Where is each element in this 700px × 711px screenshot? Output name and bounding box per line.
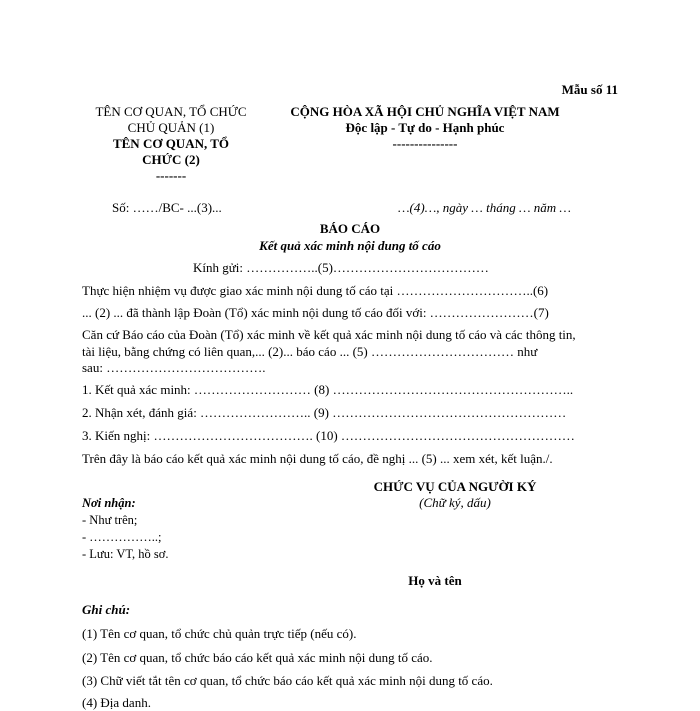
body-paragraph-3-line-3: sau: ……………………………….	[82, 360, 266, 375]
right-header	[270, 104, 580, 152]
document-title: BÁO CÁO	[319, 221, 381, 236]
item-recommendation: 3. Kiến nghị: ………………………………. (10) ………………………………………………	[82, 428, 575, 443]
left-header-divider: -------	[155, 168, 187, 183]
item-verification-result: 1. Kết quả xác minh: ……………………… (8) ………………………………………………..	[82, 382, 574, 397]
agency-name: TÊN CƠ QUAN, TỔ	[112, 136, 230, 151]
document-number: Số: ……/BC- ...(3)...	[112, 200, 222, 215]
body-paragraph-1: Thực hiện nhiệm vụ được giao xác minh nội dung tố cáo tại …………………………..(6)	[82, 283, 549, 298]
closing-paragraph: Trên đây là báo cáo kết quả xác minh nội dung tố cáo, đề nghị ... (5) ... xem xét, kết luận./.	[82, 451, 553, 466]
left-header	[82, 104, 260, 184]
item-assessment: 2. Nhận xét, đánh giá: …………………….. (9) ………………………………………………	[82, 405, 567, 420]
body-paragraph-2: ... (2) ... đã thành lập Đoàn (Tổ) xác minh nội dung tố cáo đối với: ……………………(7)	[82, 305, 549, 320]
country-name: CỘNG HÒA XÃ HỘI CHỦ NGHĨA VIỆT NAM	[290, 104, 560, 119]
notes-heading: Ghi chú:	[82, 602, 131, 617]
note-item: (2) Tên cơ quan, tổ chức báo cáo kết quả xác minh nội dung tố cáo.	[82, 650, 433, 665]
recipient-line: Kính gửi: ……………..(5)………………………………	[193, 260, 489, 275]
body-paragraph-3-line-2: tài liệu, bằng chứng có liên quan,... (2)... báo cáo ... (5) …………………………… như	[82, 344, 538, 359]
note-item: (3) Chữ viết tắt tên cơ quan, tổ chức báo cáo kết quả xác minh nội dung tố cáo.	[82, 673, 493, 688]
form-number: Mẫu số 11	[561, 82, 618, 97]
parent-agency-name: TÊN CƠ QUAN, TỔ CHỨC	[95, 104, 247, 119]
agency-name-cont: CHỨC (2)	[142, 152, 200, 167]
place-date: …(4)…, ngày … tháng … năm …	[398, 200, 571, 215]
signer-name: Họ và tên	[408, 573, 462, 588]
recipients-block	[82, 495, 169, 563]
note-item: (4) Địa danh.	[82, 695, 151, 710]
recipient-item: - Như trên;	[82, 513, 138, 527]
document-subtitle: Kết quả xác minh nội dung tố cáo	[259, 238, 441, 253]
body-paragraph-3-line-1: Căn cứ Báo cáo của Đoàn (Tổ) xác minh về kết quả xác minh nội dung tố cáo và các thông tin,	[82, 327, 576, 342]
recipients-heading: Nơi nhận:	[82, 496, 136, 510]
signer-sign-note: (Chữ ký, dấu)	[419, 495, 491, 510]
parent-agency-name-cont: CHỦ QUẢN (1)	[127, 120, 215, 135]
recipient-item: - ……………..;	[82, 530, 162, 544]
right-header-divider: ---------------	[392, 136, 458, 151]
recipient-item: - Lưu: VT, hồ sơ.	[82, 547, 169, 561]
national-motto: Độc lập - Tự do - Hạnh phúc	[345, 120, 505, 135]
signer-position: CHỨC VỤ CỦA NGƯỜI KÝ	[373, 479, 537, 494]
note-item: (1) Tên cơ quan, tổ chức chủ quản trực tiếp (nếu có).	[82, 626, 357, 641]
